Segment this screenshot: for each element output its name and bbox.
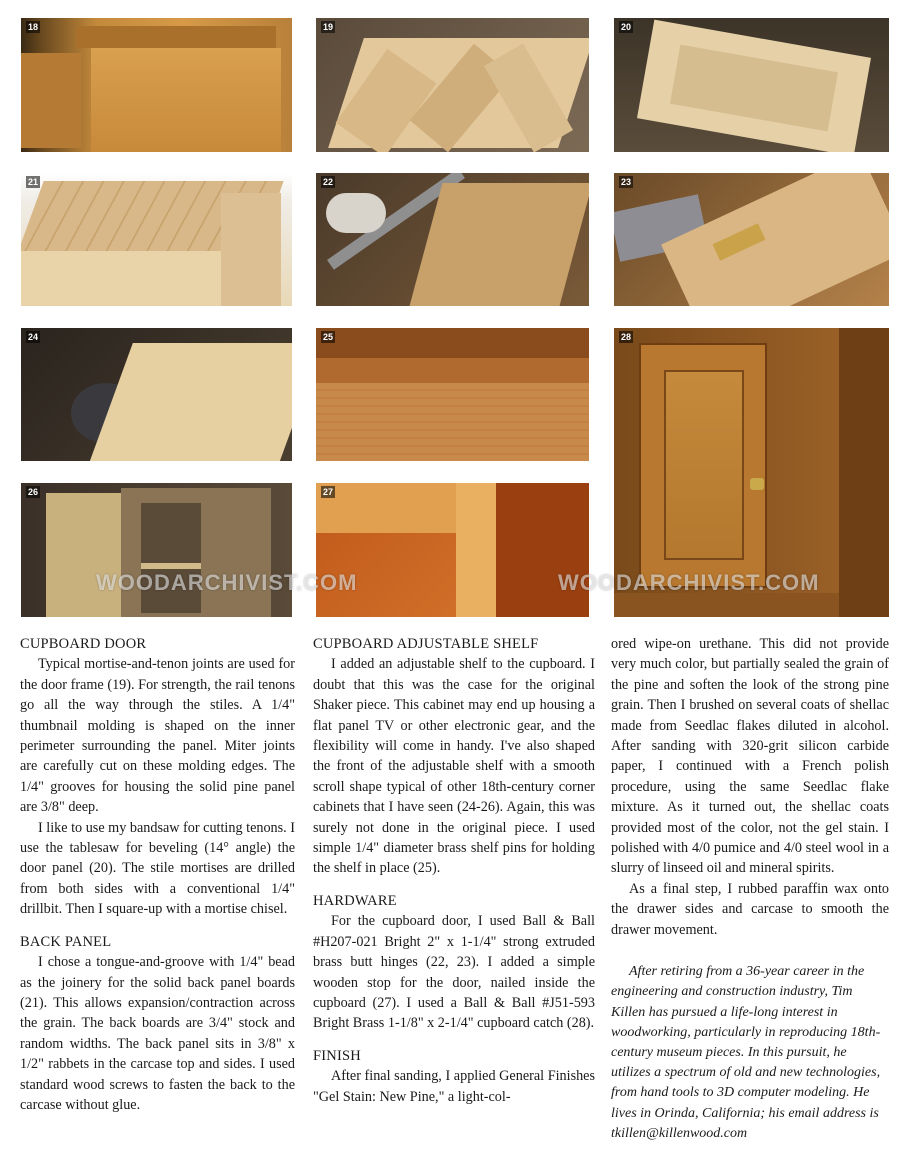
photo-number: 21 bbox=[28, 177, 39, 187]
photo-number: 19 bbox=[323, 22, 334, 32]
section-heading-adjustable-shelf: CUPBOARD ADJUSTABLE SHELF bbox=[313, 636, 539, 652]
paragraph: ored wipe-on urethane. This did not provide very much color, but partially sealed the grain of the pine and soften the look of the strong pine grain. Then I brushed on several coats of shellac made from Seedlac flakes diluted in alcohol. After sanding with 320-grit silicon carbide paper, I continued with a French polish procedure, using the same Seedlac flake mixture. As it turned out, the shellac coats provided most of the color, not the gel stain. I polished with 4/0 pumice and 4/0 steel wool in a slurry of linseed oil and mineral spirits. bbox=[611, 636, 889, 877]
section-heading-cupboard-door: CUPBOARD DOOR bbox=[20, 636, 147, 652]
text-column-3 bbox=[611, 634, 889, 1144]
photo-number: 20 bbox=[621, 22, 632, 32]
photo-number: 22 bbox=[323, 177, 334, 187]
text-column-2 bbox=[313, 634, 595, 1107]
photo-number: 23 bbox=[621, 177, 632, 187]
photo-21-back-panel bbox=[21, 173, 292, 306]
paragraph: After final sanding, I applied General Finishes "Gel Stain: New Pine," a light-col- bbox=[313, 1068, 595, 1105]
author-bio: After retiring from a 36-year career in the engineering and construction industry, Tim Killen has pursued a life-long interest in woodworking, particularly in reproducing 18th-century museum pieces. In this pursuit, he utilizes a spectrum of old and new technologies, from hand tools to 3D computer modeling. He lives in Orinda, California; his email address is tkillen@killenwood.com bbox=[611, 964, 881, 1141]
section-heading-back-panel: BACK PANEL bbox=[20, 933, 112, 950]
photo-number: 24 bbox=[28, 332, 39, 342]
photo-22-hinge-mortise bbox=[316, 173, 589, 306]
paragraph: I added an adjustable shelf to the cupboard. I doubt that this was the case for the original Shaker piece. This cabinet may end up housing a flat panel TV or other electronic gear, and the flexibility will come in handy. I've also shaped the front of the adjustable shelf with a smooth scroll shape typical of other 18th-century corner cabinets that I have seen (24-26). Again, this was surely not done in the original piece. I used simple 1/4" diameter brass shelf pins for holding the shelf in place (25). bbox=[313, 656, 595, 877]
watermark-logo: WOODARCHIVIST.COM bbox=[558, 570, 820, 595]
photo-26-open-cupboard bbox=[21, 483, 292, 617]
photo-20-door-panel bbox=[614, 18, 889, 152]
section-heading-finish: FINISH bbox=[313, 1047, 361, 1064]
paragraph: As a final step, I rubbed paraffin wax onto the drawer sides and carcase to smooth the drawer movement. bbox=[611, 880, 889, 938]
photo-23-brass-hinge bbox=[614, 173, 889, 306]
photo-number: 26 bbox=[28, 487, 39, 497]
photo-number: 25 bbox=[323, 332, 334, 342]
paragraph: For the cupboard door, I used Ball & Ball #H207-021 Bright 2" x 1-1/4" strong extruded brass butt hinges (22, 23). I added a simple wooden stop for the door, nailed inside the cupboard (27). I used a Ball & Ball #J51-593 Bright Brass 1-1/8" x 2-1/4" cupboard catch (28). bbox=[313, 913, 595, 1032]
photo-27-door-stop bbox=[316, 483, 589, 617]
photo-24-scroll-shelf-bandsaw bbox=[21, 328, 292, 461]
paragraph: I like to use my bandsaw for cutting tenons. I use the tablesaw for beveling (14° angle) the door panel (20). The stile mortises are drilled from both sides with a conventional 1/4" drillbit. Then I square-up with a mortise chisel. bbox=[20, 819, 295, 918]
paragraph: I chose a tongue-and-groove with 1/4" bead as the joinery for the solid back panel boards (21). This allows expansion/contraction across the grain. The back boards are 3/4" stock and random widths. The back panel sits in 3/8" x 1/2" rabbets in the carcase top and sides. I used standard wood screws to fasten the back to the carcase without glue. bbox=[20, 954, 295, 1113]
watermark-logo: WOODARCHIVIST.COM bbox=[96, 570, 358, 595]
photo-number: 18 bbox=[28, 22, 39, 32]
photo-19-door-frame-parts bbox=[316, 18, 589, 152]
text-column-1 bbox=[20, 634, 295, 1115]
photo-number: 28 bbox=[621, 332, 632, 342]
section-heading-hardware: HARDWARE bbox=[313, 892, 397, 909]
photo-18-door-frame-joint bbox=[21, 18, 292, 152]
paragraph: Typical mortise-and-tenon joints are used for the door frame (19). For strength, the rail tenons go all the way through the stiles. A 1/4" thumbnail molding is shaped on the inner perimeter surrounding the panel. Miter joints are carefully cut on these molding edges. The 1/4" grooves for housing the solid pine panel are 3/8" deep. bbox=[20, 656, 295, 816]
photo-number: 27 bbox=[323, 487, 334, 497]
photo-25-shelf-pins bbox=[316, 328, 589, 461]
